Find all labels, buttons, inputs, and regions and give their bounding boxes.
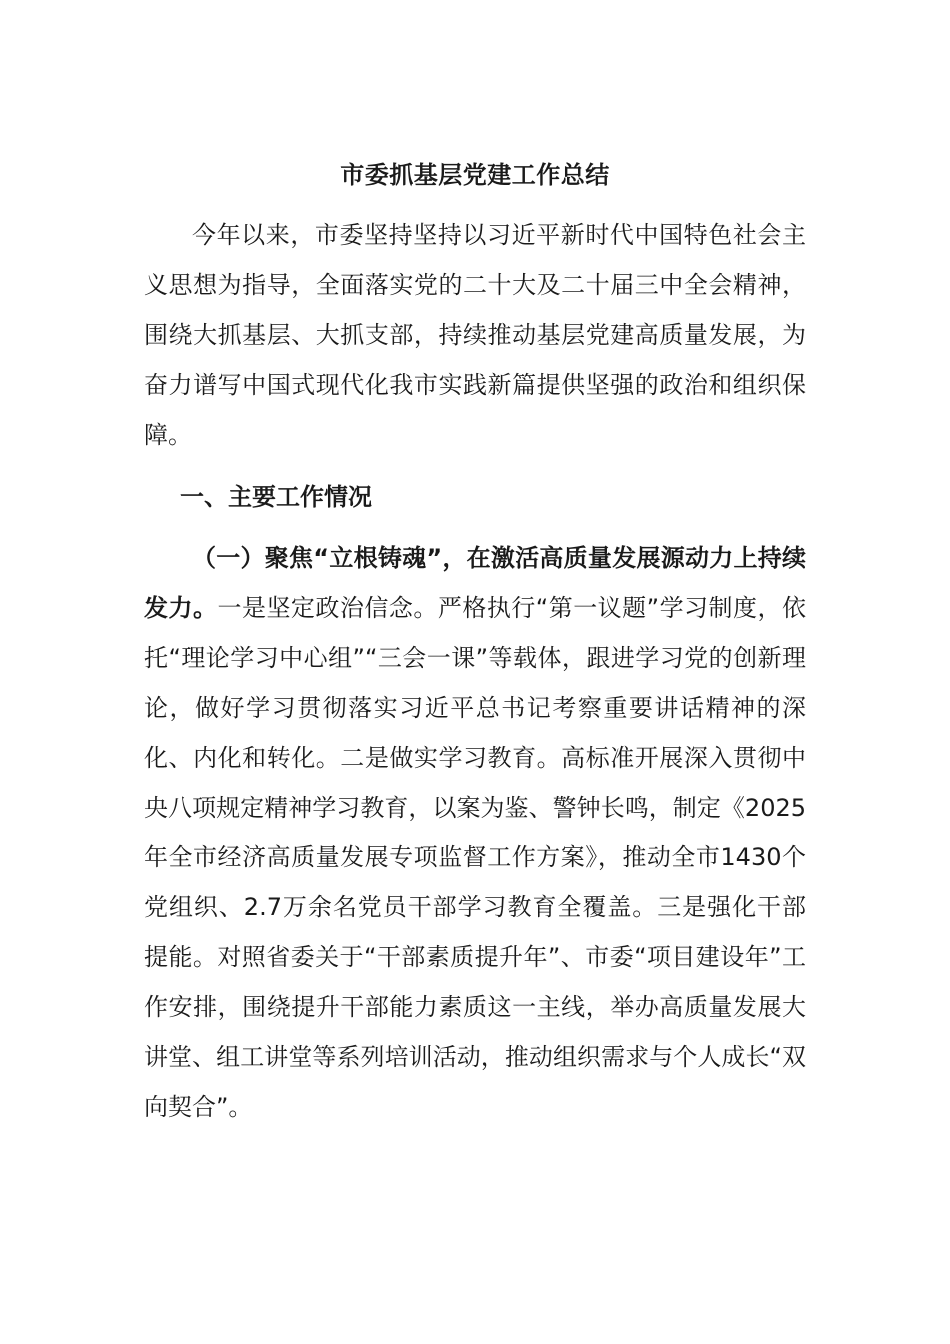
section-heading: 一、主要工作情况 xyxy=(180,483,372,511)
document-title: 市委抓基层党建工作总结 xyxy=(340,161,610,189)
section-1-paragraph xyxy=(144,534,806,1133)
intro-paragraph: 今年以来，市委坚持坚持以习近平新时代中国特色社会主义思想为指导，全面落实党的二十大及二十届三中全会精神，围绕大抓基层、大抓支部，持续推动基层党建高质量发展，为奋力谱写中国式现代化我市实践新篇提供坚强的政治和组织保障。 xyxy=(144,221,806,449)
document-page xyxy=(144,0,806,1344)
section-1-lead: （一）聚焦“立根铸魂”，在激活高质量发展源动力上持续发力。 xyxy=(144,544,806,622)
section-1-body: 一是坚定政治信念。严格执行“第一议题”学习制度，依托“理论学习中心组”“三会一课”等载体，跟进学习党的创新理论，做好学习贯彻落实习近平总书记考察重要讲话精神的深化、内化和转化。二是做实学习教育。高标准开展深入贯彻中央八项规定精神学习教育，以案为鉴、警钟长鸣，制定《2025年全市经济高质量发展专项监督工作方案》，推动全市1430个党组织、2.7万余名党员干部学习教育全覆盖。三是强化干部提能。对照省委关于“干部素质提升年”、市委“项目建设年”工作安排，围绕提升干部能力素质这一主线，举办高质量发展大讲堂、组工讲堂等系列培训活动，推动组织需求与个人成长“双向契合”。 xyxy=(144,593,807,1121)
